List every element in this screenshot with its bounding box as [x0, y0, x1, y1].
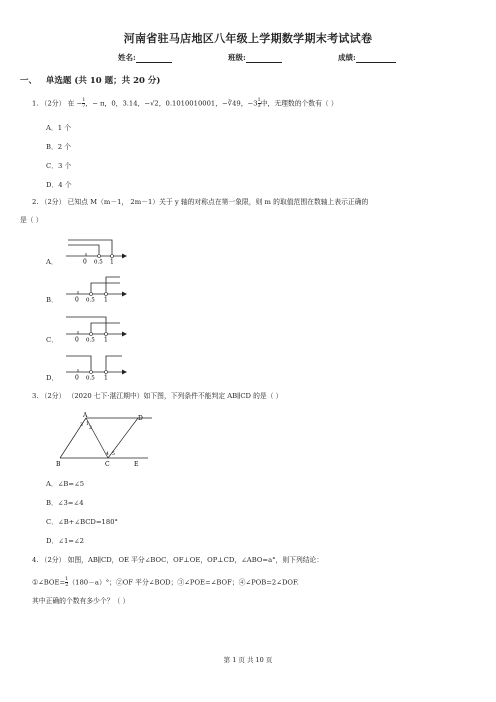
tick-0: 0	[83, 258, 87, 266]
label-E: E	[134, 461, 139, 468]
q1-option-b: B．2 个	[46, 143, 72, 151]
score-label: 成绩:	[338, 53, 356, 62]
angle-3: 3	[80, 423, 83, 428]
question-4	[32, 556, 323, 565]
number-line-b	[62, 272, 132, 304]
q1-text-a: 在	[67, 99, 75, 108]
question-3	[32, 392, 282, 401]
q2-option-a-label: A．	[46, 258, 58, 266]
q1-score: （2分）	[40, 99, 66, 108]
angle-2: 2	[89, 426, 92, 431]
q1-text-c: 中，无理数的个数有（ ）	[260, 99, 338, 108]
section-number: 一、	[20, 76, 38, 86]
angle-1: 1	[86, 422, 89, 427]
q1-fraction-a: $\frac{1}{7}$	[82, 97, 86, 109]
q2-number: 2.	[32, 198, 39, 206]
label-A: A	[83, 412, 88, 419]
page-footer: 第 1 页 共 10 页	[223, 656, 273, 664]
q2-option-d-label: D．	[46, 374, 59, 382]
name-blank	[136, 54, 172, 63]
class-field	[228, 52, 282, 63]
q3-option-c: C．∠B+∠BCD=180°	[46, 518, 118, 526]
number-line-a	[62, 234, 132, 266]
name-field	[118, 52, 172, 63]
q4-fraction: $\frac{1}{2}$	[65, 576, 69, 588]
q1-option-d: D．4 个	[46, 181, 72, 189]
q3-number: 3.	[32, 392, 39, 400]
q3-option-b: B．∠3=∠4	[46, 499, 84, 507]
tick-0: 0	[75, 296, 79, 304]
q1-number: 1.	[32, 99, 39, 108]
tick-1: 1	[104, 374, 108, 382]
q4-text: 如图，AB∥CD，OE 平分∠BOC，OF⊥OE，OP⊥CD，∠ABO=a°，则下列结论：	[67, 556, 324, 564]
class-label: 班级:	[228, 53, 246, 62]
q4-line2-a: ①∠BOE=	[32, 578, 66, 587]
q2-text: 已知点 M（m－1， 2m－1）关于 y 轴的对称点在第一象限，则 m 的取值范围在数轴上表示正确的	[67, 198, 369, 206]
q1-text-b: ，− π，0，3.14，−√2，0.1010010001，−∛49，−3	[85, 99, 258, 108]
tick-0-5: 0.5	[86, 375, 95, 382]
angle-4: 4	[106, 452, 109, 457]
label-C: C	[105, 461, 110, 468]
q2-score: （2分）	[40, 198, 66, 206]
geometry-figure-q3	[52, 410, 152, 468]
tick-0: 0	[75, 336, 79, 344]
tick-1: 1	[110, 258, 114, 266]
name-label: 姓名:	[118, 53, 136, 62]
label-B: B	[56, 461, 61, 468]
number-line-c	[62, 312, 132, 344]
q4-line2-b: （180－a）°；②OF 平分∠BOD；③∠POE=∠BOF；④∠POB=2∠DOF.	[68, 578, 299, 587]
tick-1: 1	[104, 296, 108, 304]
score-field	[338, 52, 396, 63]
score-blank	[356, 54, 396, 63]
q3-score: （2分）	[40, 392, 66, 400]
q2-option-c-label: C．	[46, 336, 58, 344]
q1-option-a: A．1 个	[46, 124, 71, 132]
q4-question: 其中正确的个数有多少个？（ ）	[32, 597, 130, 605]
angle-5: 5	[112, 452, 115, 457]
number-line-d	[62, 350, 132, 382]
tick-0-5: 0.5	[86, 337, 95, 344]
question-2	[32, 198, 368, 207]
tick-1: 1	[104, 336, 108, 344]
q4-statements	[32, 577, 299, 588]
q1-fraction-b: $\frac{1}{3}$	[257, 97, 261, 109]
q2-option-b-label: B．	[46, 296, 58, 304]
tick-0: 0	[75, 374, 79, 382]
tick-0-5: 0.5	[86, 297, 95, 304]
section-title: 单选题 (共 10 题；共 20 分)	[45, 76, 161, 86]
question-1: 1. （2分） 在 − $\frac{1}{7}$，− π，0，3.14，−√2，0.1010010001，−∛49，−3 $\frac{1}{3}$中，无理数的个数有（ ）	[32, 97, 338, 109]
q3-option-d: D．∠1=∠2	[46, 537, 84, 545]
class-blank	[246, 54, 282, 63]
q3-text: （2020 七下·湛江期中）如下图，下列条件不能判定 AB∥CD 的是（ ）	[67, 392, 283, 400]
tick-0-5: 0.5	[94, 259, 103, 266]
q4-score: （2分）	[40, 556, 66, 564]
q1-option-c: C．3 个	[46, 162, 72, 170]
label-D: D	[138, 415, 143, 422]
section-heading	[20, 74, 160, 86]
q4-number: 4.	[32, 556, 39, 564]
q3-option-a: A．∠B=∠5	[46, 480, 85, 488]
page-title: 河南省驻马店地区八年级上学期数学期末考试试卷	[123, 32, 373, 45]
q2-text-continued: 是（ ）	[20, 216, 43, 224]
